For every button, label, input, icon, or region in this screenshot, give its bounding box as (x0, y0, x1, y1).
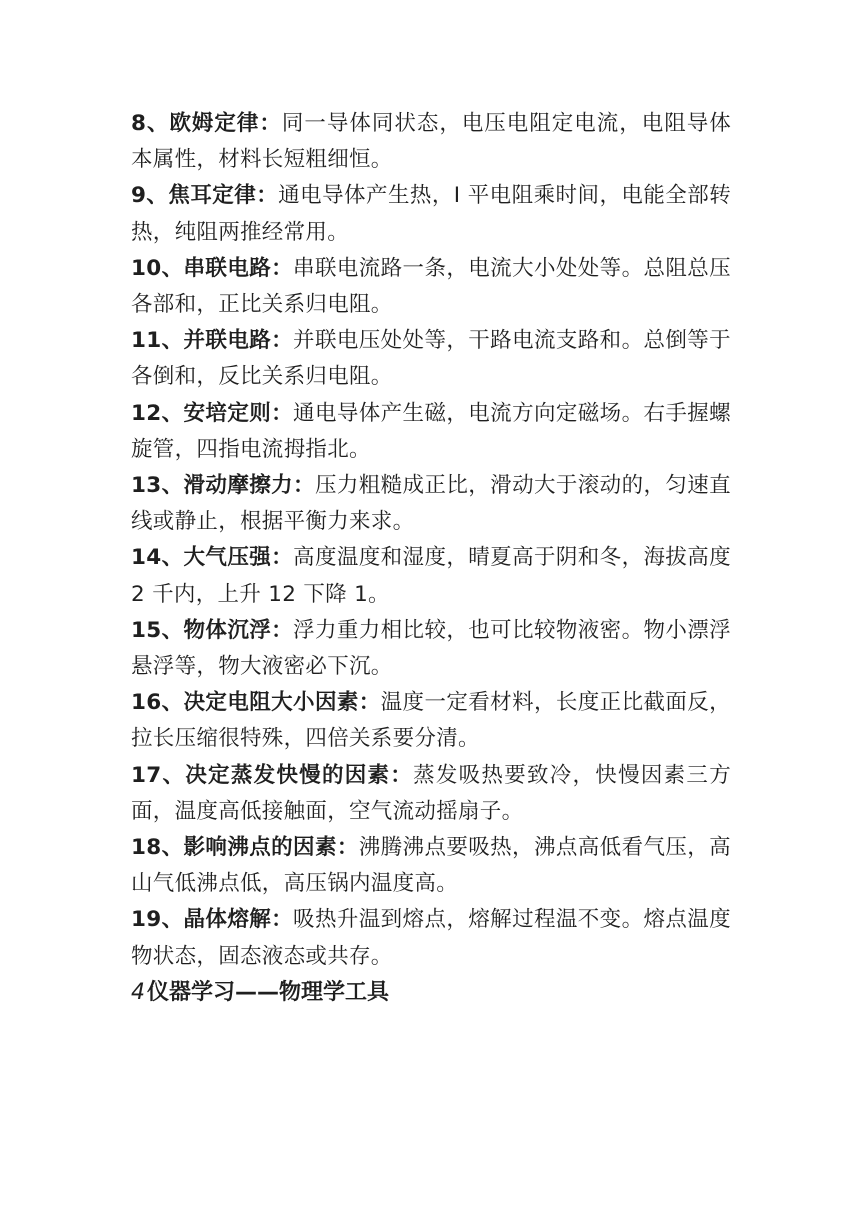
law-item-ohm (131, 106, 731, 178)
item-text: 并联电压处处等，干路电流支路和。总倒等于各倒和，反比关系归电阻。 (131, 328, 731, 390)
item-number: 16、 (131, 690, 184, 716)
item-colon: ： (271, 907, 294, 933)
section-heading (131, 975, 731, 1011)
law-item-boiling-point-factors (131, 830, 731, 902)
item-text: 温度一定看材料，长度正比截面反，拉长压缩很特殊，四倍关系要分清。 (131, 690, 731, 752)
item-text: 高度温度和湿度，晴夏高于阴和冬，海拔高度 2 千内，上升 12 下降 1。 (131, 545, 731, 607)
law-item-joule (131, 178, 731, 250)
item-colon: ： (271, 255, 294, 281)
item-number: 13、 (131, 473, 184, 499)
item-title: 决定蒸发快慢的因素 (185, 762, 391, 788)
law-item-ampere-rule (131, 396, 731, 468)
item-colon: ： (271, 545, 294, 571)
item-number: 9、 (131, 183, 169, 209)
item-number: 14、 (131, 545, 184, 571)
item-number: 10、 (131, 255, 184, 281)
item-colon: ： (271, 328, 294, 354)
law-item-evaporation-factors (131, 758, 731, 830)
item-text: 同一导体同状态，电压电阻定电流，电阻导体本属性，材料长短粗细恒。 (131, 111, 731, 173)
item-title: 晶体熔解 (183, 907, 272, 933)
item-title: 串联电路 (183, 255, 272, 281)
item-colon: ： (293, 473, 315, 499)
item-number: 17、 (131, 762, 186, 788)
item-text: 通电导体产生热，I 平电阻乘时间，电能全部转热，纯阻两推经常用。 (131, 183, 732, 245)
item-colon: ： (271, 617, 294, 643)
law-item-parallel-circuit (131, 323, 731, 395)
item-colon: ： (259, 111, 282, 136)
section-title: 仪器学习——物理学工具 (147, 979, 390, 1005)
item-number: 8、 (131, 111, 170, 136)
item-number: 12、 (131, 400, 184, 426)
item-title: 安培定则 (183, 400, 272, 426)
law-item-resistance-factors (131, 685, 731, 757)
item-text: 吸热升温到熔点，熔解过程温不变。熔点温度物状态，固态液态或共存。 (131, 907, 731, 969)
law-item-crystal-melting (131, 902, 731, 974)
item-colon: ： (256, 183, 279, 209)
item-text: 串联电流路一条，电流大小处处等。总阻总压各部和，正比关系归电阻。 (131, 255, 731, 318)
item-colon: ： (358, 690, 381, 716)
item-title: 并联电路 (183, 328, 272, 354)
document-body (131, 106, 731, 1011)
item-colon: ： (336, 835, 359, 861)
law-item-sliding-friction (131, 468, 731, 540)
item-number: 18、 (131, 835, 184, 861)
item-number: 15、 (131, 617, 184, 643)
item-title: 决定电阻大小因素 (183, 690, 359, 716)
item-number: 19、 (131, 907, 184, 933)
item-title: 大气压强 (183, 545, 272, 571)
section-index: 4 (131, 979, 145, 1005)
item-text: 沸腾沸点要吸热，沸点高低看气压，高山气低沸点低，高压锅内温度高。 (131, 835, 731, 897)
item-text: 压力粗糙成正比，滑动大于滚动的，匀速直线或静止，根据平衡力来求。 (131, 473, 731, 535)
law-item-atmospheric-pressure (131, 540, 731, 612)
item-title: 物体沉浮 (183, 617, 272, 643)
item-text: 通电导体产生磁，电流方向定磁场。右手握螺旋管，四指电流拇指北。 (131, 400, 731, 462)
item-text: 浮力重力相比较，也可比较物液密。物小漂浮悬浮等，物大液密必下沉。 (131, 617, 731, 680)
item-title: 欧姆定律 (169, 111, 260, 136)
item-number: 11、 (131, 328, 184, 354)
item-colon: ： (390, 762, 414, 788)
item-title: 滑动摩擦力 (183, 473, 294, 499)
item-text: 蒸发吸热要致冷，快慢因素三方面，温度高低接触面，空气流动摇扇子。 (131, 762, 731, 824)
law-item-series-circuit (131, 251, 731, 323)
item-title: 影响沸点的因素 (183, 835, 337, 861)
law-item-floating-sinking (131, 613, 731, 685)
item-colon: ： (271, 400, 294, 426)
item-title: 焦耳定律 (168, 183, 257, 209)
